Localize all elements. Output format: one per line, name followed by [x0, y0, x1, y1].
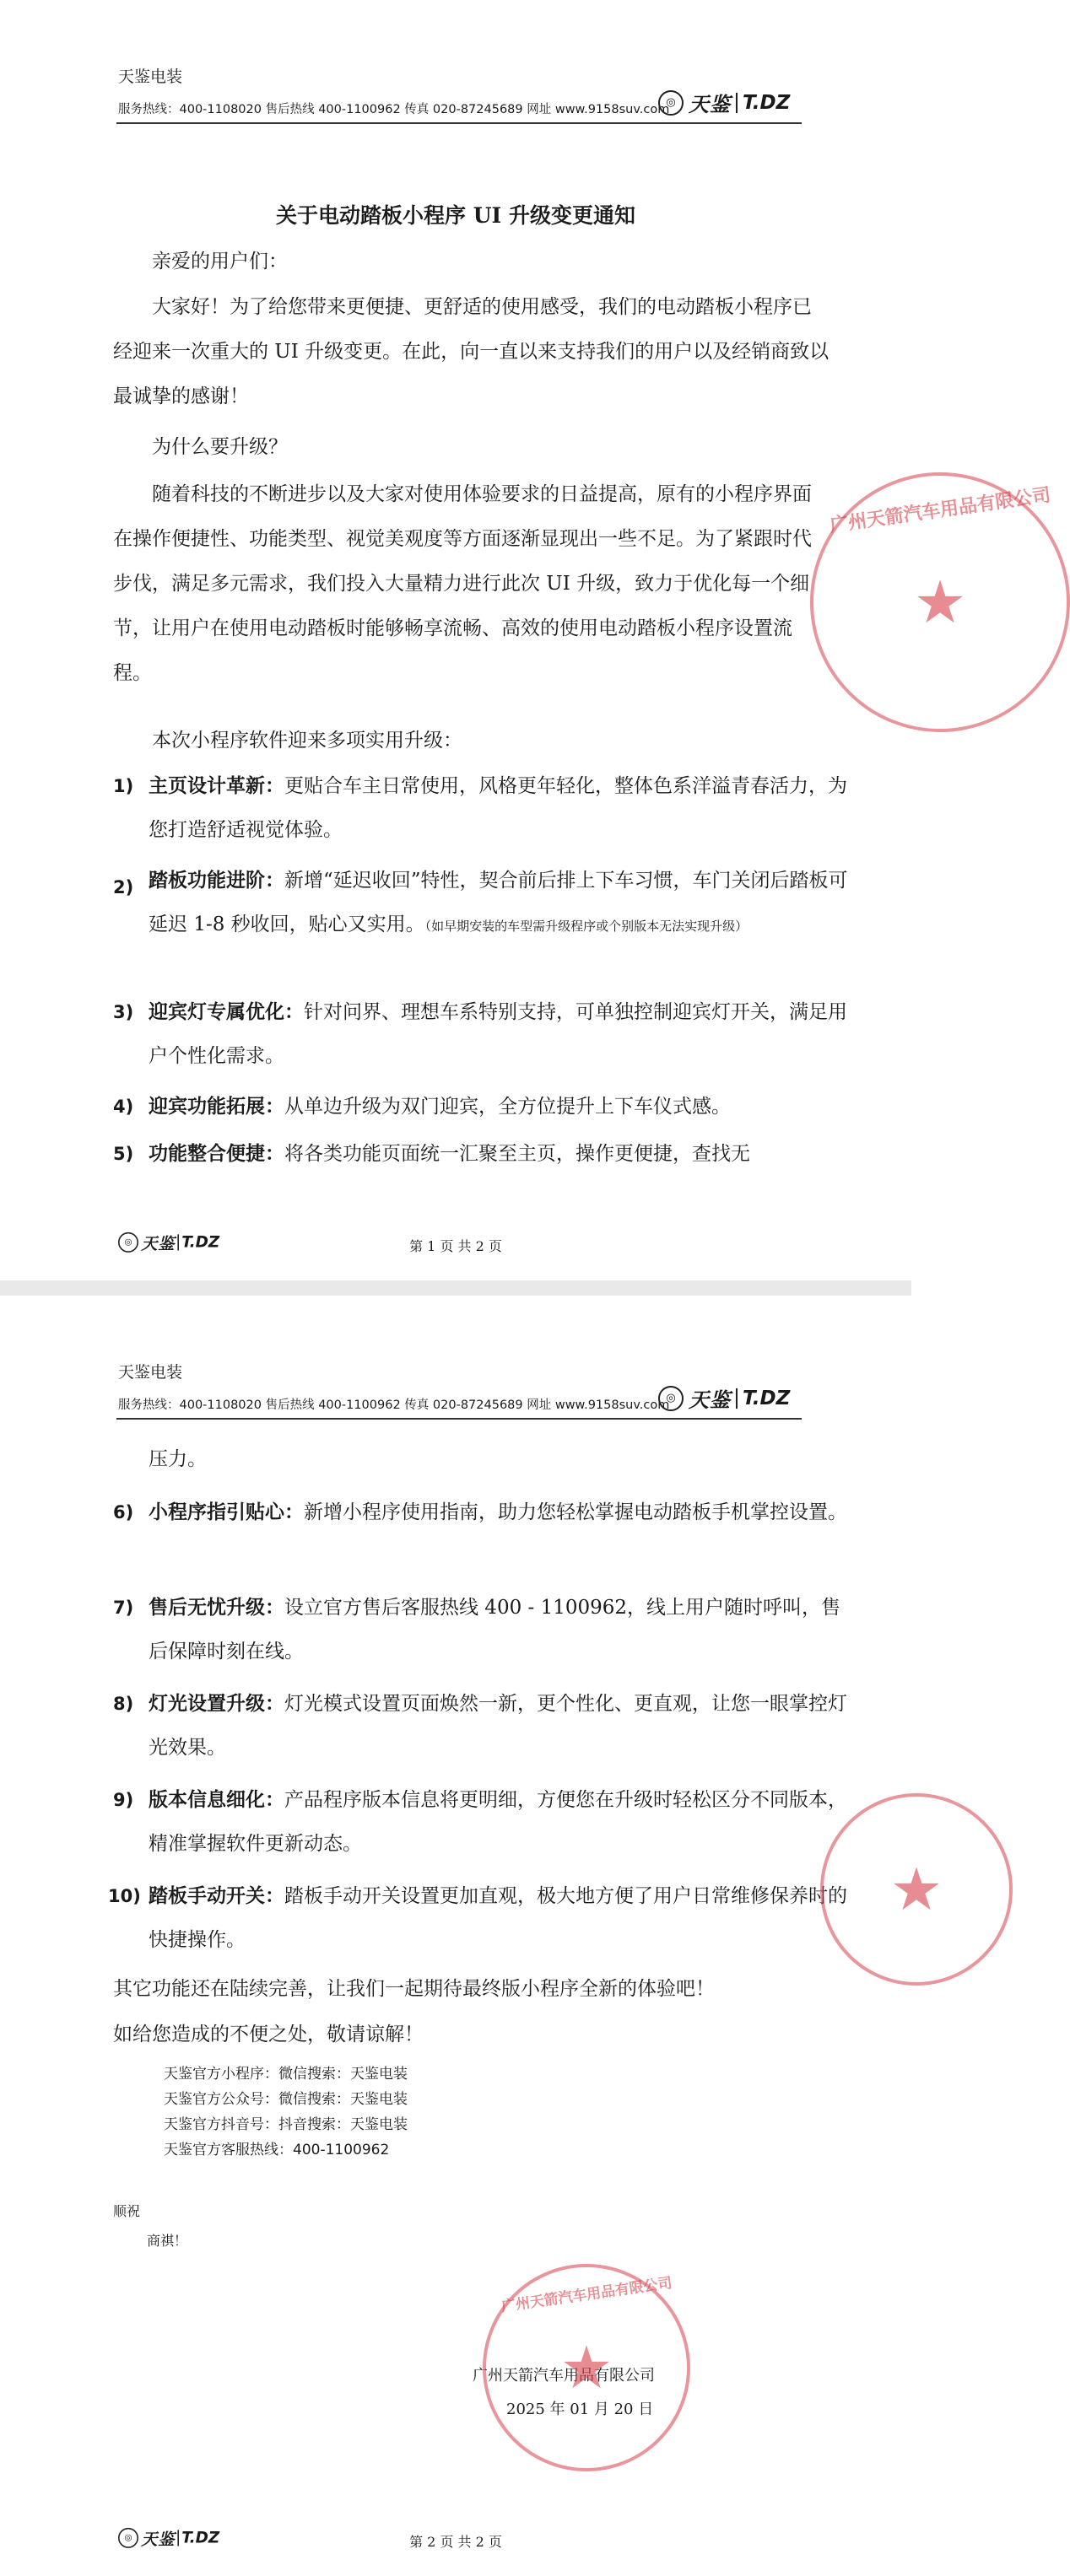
item-title: 小程序指引贴心： [149, 1501, 304, 1523]
item-number: 3) [113, 1002, 134, 1022]
item-number: 4) [113, 1097, 134, 1117]
logo-text-latin: T.DZ [181, 2529, 220, 2546]
logo-text-latin: T.DZ [181, 1233, 220, 1251]
upgrade-item [149, 1778, 859, 1866]
logo-text-latin: T.DZ [743, 1387, 791, 1409]
item-text: 产品程序版本信息将更明细，方便您在升级时轻松区分不同版本，精准掌握软件更新动态。 [149, 1789, 847, 1855]
upgrade-item [149, 859, 859, 948]
regards-2: 商祺！ [147, 2233, 188, 2249]
logo-text-latin: T.DZ [743, 91, 791, 114]
regards: 顺祝 [113, 2203, 141, 2219]
star-icon: ★ [559, 2333, 613, 2402]
item-number: 1) [113, 776, 134, 796]
company-name: 天鉴电装 [118, 67, 183, 86]
logo-mark-icon: ◎ [118, 2528, 138, 2548]
contact-item: 天鉴官方公众号：微信搜索：天鉴电装 [164, 2091, 408, 2108]
company-seal-edge [820, 1793, 1013, 1986]
page-number: 第 2 页 共 2 页 [409, 2534, 502, 2550]
seal-text: 广州天箭汽车用品有限公司 [500, 2274, 673, 2316]
contact-line: 服务热线：400-1108020 售后热线 400-1100962 传真 020-87245689 网址 www.9158suv.com [118, 1398, 670, 1412]
closing-line-2: 如给您造成的不便之处，敬请谅解！ [113, 2024, 424, 2045]
signature-company: 广州天箭汽车用品有限公司 [473, 2367, 655, 2385]
item-text: 压力。 [149, 1448, 207, 1470]
logo-text: 天鉴 [689, 93, 731, 116]
contact-line: 服务热线：400-1108020 售后热线 400-1100962 传真 020-87245689 网址 www.9158suv.com [118, 103, 670, 116]
item-number: 9) [113, 1790, 134, 1810]
company-seal [810, 472, 1070, 732]
item-text: 更贴合车主日常使用，风格更年轻化，整体色系洋溢青春活力，为您打造舒适视觉体验。 [149, 775, 847, 841]
item-title: 迎宾功能拓展： [149, 1095, 284, 1118]
item-number: 2) [113, 877, 134, 897]
logo-mark-icon: ◎ [658, 90, 684, 116]
logo-text: 天鉴 [141, 2530, 176, 2549]
item-text: 新增“延迟收回”特性，契合前后排上下车习惯，车门关闭后踏板可延迟 1-8 秒收回，贴心又实用。 [149, 870, 848, 935]
seal-text: 广州天箭汽车用品有限公司 [828, 484, 1052, 537]
item-title: 售后无忧升级： [149, 1596, 284, 1619]
company-seal [483, 2264, 690, 2471]
page-gap [0, 1280, 911, 1296]
header-divider [116, 122, 802, 124]
item-number: 6) [113, 1502, 134, 1522]
contact-item: 天鉴官方小程序：微信搜索：天鉴电装 [164, 2066, 408, 2083]
item-text: 从单边升级为双门迎宾，全方位提升上下车仪式感。 [284, 1096, 731, 1118]
item-title: 迎宾灯专属优化： [149, 1000, 304, 1023]
item-text: 针对问界、理想车系特别支持，可单独控制迎宾灯开关，满足用户个性化需求。 [149, 1001, 847, 1067]
item-text: 设立官方售后客服热线 400 - 1100962，线上用户随时呼叫，售后保障时刻在线。 [149, 1597, 841, 1663]
upgrade-item [149, 1682, 859, 1770]
item-text: 灯光模式设置页面焕然一新，更个性化、更直观，让您一眼掌控灯光效果。 [149, 1693, 847, 1759]
upgrade-item [149, 764, 859, 852]
upgrade-item [149, 1490, 859, 1534]
item-number: 7) [113, 1598, 134, 1618]
brand-logo [658, 1383, 790, 1413]
logo-separator [736, 1388, 738, 1409]
item-title: 功能整合便捷： [149, 1142, 284, 1165]
header-divider [116, 1418, 802, 1420]
intro-paragraph: 大家好！为了给您带来更便捷、更舒适的使用感受，我们的电动踏板小程序已经迎来一次重大的 UI 升级变更。在此，向一直以来支持我们的用户以及经销商致以最诚挚的感谢！ [113, 296, 830, 407]
star-icon: ★ [889, 1855, 943, 1924]
why-heading: 为什么要升级？ [152, 436, 288, 458]
item-title: 主页设计革新： [149, 774, 284, 797]
logo-text: 天鉴 [689, 1388, 731, 1412]
logo-mark-icon: ◎ [658, 1386, 684, 1411]
upgrade-item [149, 1586, 859, 1673]
item-number: 8) [113, 1694, 134, 1714]
contact-item: 天鉴官方客服热线：400-1100962 [164, 2142, 390, 2158]
closing-line-1: 其它功能还在陆续完善，让我们一起期待最终版小程序全新的体验吧！ [113, 1978, 715, 2000]
brand-logo [658, 88, 790, 117]
upgrade-item [149, 990, 859, 1078]
upgrade-intro: 本次小程序软件迎来多项实用升级： [152, 730, 462, 752]
item-text: 踏板手动开关设置更加直观，极大地方便了用户日常维修保养时的快捷操作。 [149, 1885, 847, 1951]
upgrade-item-continued [149, 1437, 859, 1481]
logo-text: 天鉴 [141, 1234, 176, 1253]
logo-separator [736, 93, 738, 113]
page-2 [0, 1296, 943, 2576]
page-number: 第 1 页 共 2 页 [409, 1238, 502, 1254]
item-number: 10) [108, 1886, 141, 1906]
contact-item: 天鉴官方抖音号：抖音搜索：天鉴电装 [164, 2116, 408, 2133]
star-icon: ★ [913, 568, 967, 637]
item-title: 踏板功能进阶： [149, 869, 284, 892]
item-title: 版本信息细化： [149, 1788, 284, 1811]
logo-mark-icon: ◎ [118, 1232, 138, 1253]
item-text: 新增小程序使用指南，助力您轻松掌握电动踏板手机掌控设置。 [304, 1501, 847, 1523]
item-title: 踏板手动开关： [149, 1884, 284, 1907]
item-note: （如早期安装的车型需升级程序或个别版本无法实现升级） [424, 919, 748, 934]
notice-title: 关于电动踏板小程序 UI 升级变更通知 [276, 203, 635, 228]
item-text: 将各类功能页面统一汇聚至主页，操作更便捷，查找无 [284, 1143, 750, 1165]
greeting: 亲爱的用户们： [152, 251, 288, 272]
upgrade-item [149, 1874, 859, 1962]
upgrade-item [149, 1085, 859, 1129]
signature-date: 2025 年 01 月 20 日 [506, 2401, 654, 2418]
item-number: 5) [113, 1144, 134, 1164]
item-title: 灯光设置升级： [149, 1692, 284, 1715]
company-name: 天鉴电装 [118, 1363, 183, 1382]
page-1 [0, 0, 1052, 1280]
reason-paragraph: 随着科技的不断进步以及大家对使用体验要求的日益提高，原有的小程序界面在操作便捷性、功能类型、视觉美观度等方面逐渐显现出一些不足。为了紧跟时代步伐，满足多元需求，我们投入大量精力进行此次 UI 升级，致力于优化每一个细节，让用户在使用电动踏板时能够畅享流畅、高效的使用电动踏板小程序设置流程。 [113, 483, 812, 684]
upgrade-item [149, 1132, 859, 1176]
